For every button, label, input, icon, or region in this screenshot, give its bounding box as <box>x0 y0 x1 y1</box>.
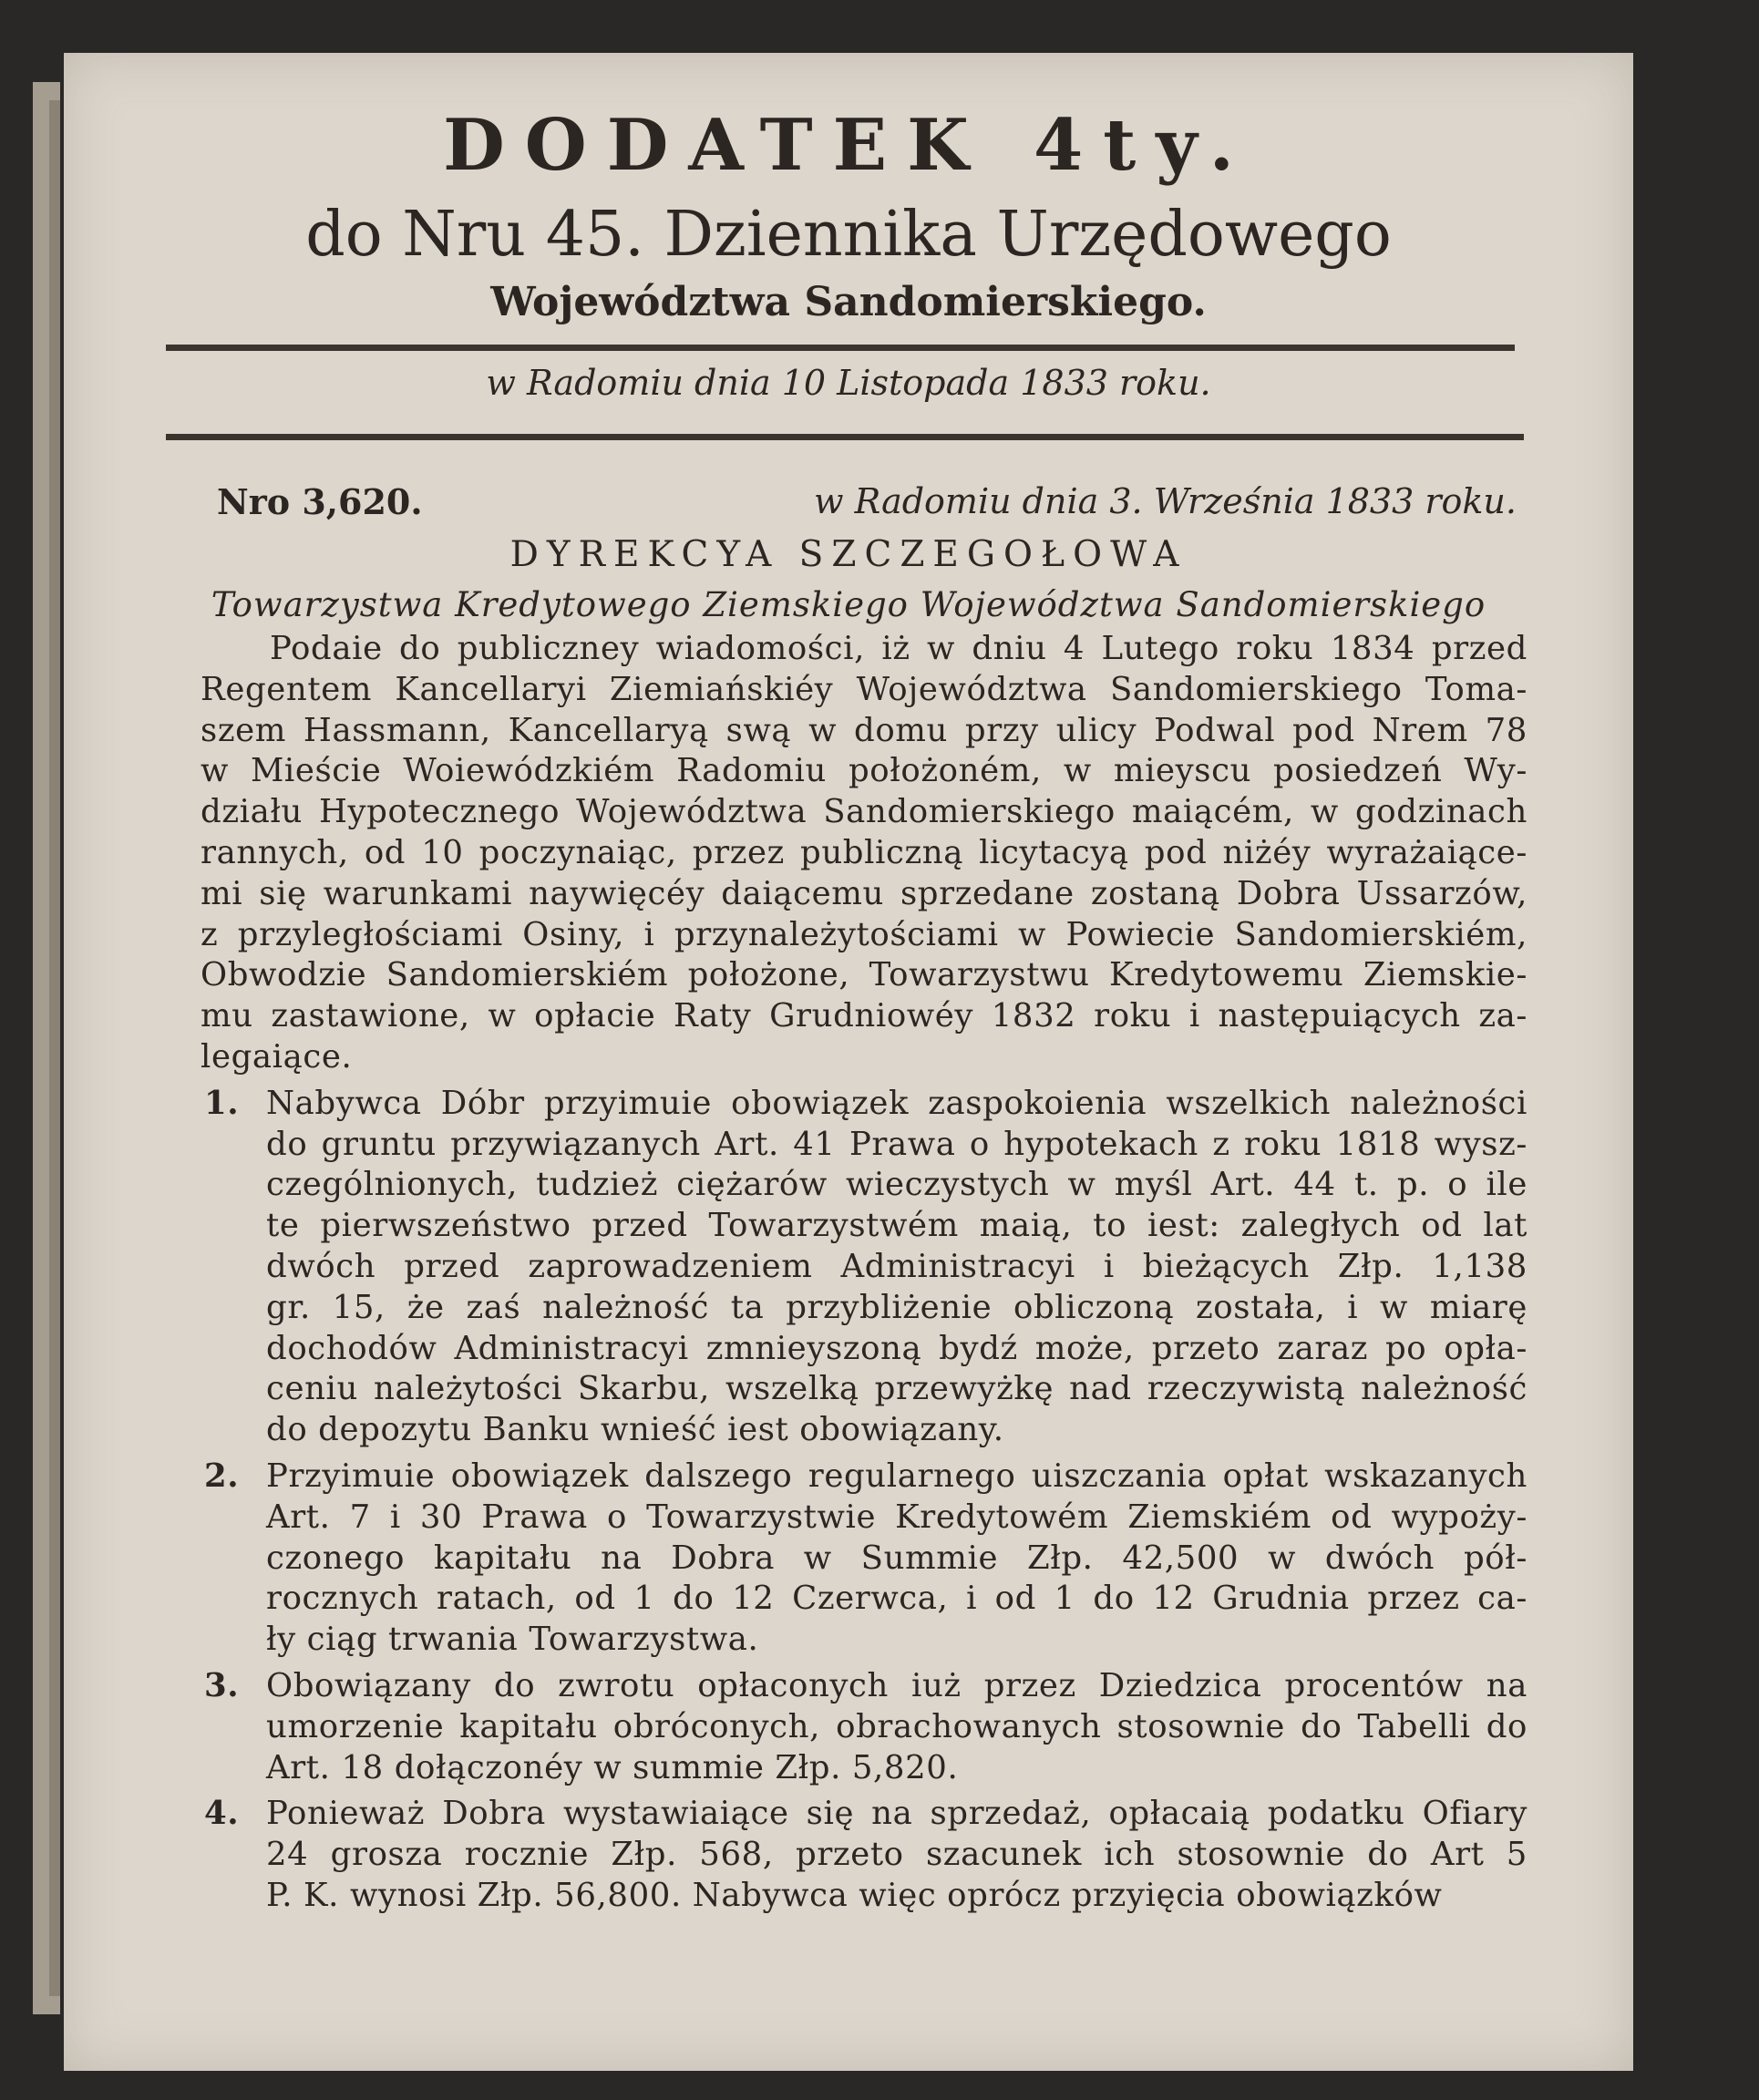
intro-line: mi się warunkami naywięcéy daiącemu sprzedane zostaną Dobra Ussarzów, <box>201 874 1528 912</box>
condition-line: P. K. wynosi Złp. 56,800. Nabywca więc oprócz przyięcia obowiązków <box>266 1876 1443 1914</box>
condition-line: ły ciąg trwania Towarzystwa. <box>266 1621 759 1659</box>
notice-number: Nro 3,620. <box>217 481 423 522</box>
condition-line: Obowiązany do zwrotu opłaconych iuż przez Dziedzica procentów na <box>266 1666 1528 1704</box>
book-binding-shadow <box>49 100 60 1996</box>
condition-number: 2. <box>204 1457 240 1495</box>
condition-line: gr. 15, że zaś należność ta przybliżenie obliczoną została, i w miarę <box>266 1288 1528 1326</box>
condition-line: czególnionych, tudzież ciężarów wieczystych w myśl Art. 44 t. p. o ile <box>266 1166 1528 1204</box>
condition-line: Art. 7 i 30 Prawa o Towarzystwie Kredytowém Ziemskiém od wypoży- <box>266 1498 1528 1536</box>
intro-line: działu Hypotecznego Województwa Sandomierskiego maiącém, w godzinach <box>201 793 1528 831</box>
notice-date: w Radomiu dnia 3. Września 1833 roku. <box>813 481 1517 521</box>
condition-line: te pierwszeństwo przed Towarzystwém maią, to iest: zaległych od lat <box>266 1207 1528 1245</box>
masthead-subtitle: do Nru 45. Dziennika Urzędowego <box>305 199 1392 271</box>
condition-line: Ponieważ Dobra wystawiaiące się na sprzedaż, opłacaią podatku Ofiary <box>266 1795 1528 1833</box>
masthead-title: DODATEK 4ty. <box>443 104 1254 187</box>
notice-header-line <box>217 481 1517 527</box>
issue-dateline: w Radomiu dnia 10 Listopada 1833 roku. <box>486 363 1211 403</box>
condition-item <box>201 1457 1528 1661</box>
condition-line: do depozytu Banku wnieść iest obowiązany. <box>266 1411 1004 1449</box>
intro-line: Regentem Kancellaryi Ziemiańskiéy Województwa Sandomierskiego Toma- <box>201 670 1528 708</box>
conditions-list <box>201 1084 1528 1917</box>
condition-line: Nabywca Dóbr przyimuie obowiązek zaspokoienia wszelkich należności <box>266 1084 1528 1122</box>
notice-body <box>201 629 1528 1917</box>
intro-line: rannych, od 10 poczynaiąc, przez publiczną licytacyą pod niżéy wyrażaiące- <box>201 833 1528 871</box>
condition-line: umorzenie kapitału obróconych, obrachowanych stosownie do Tabelli do <box>266 1707 1528 1745</box>
condition-line: ceniu należytości Skarbu, wszelką przewyżkę nad rzeczywistą należność <box>266 1370 1528 1408</box>
bottom-rule <box>166 434 1524 440</box>
condition-number: 4. <box>204 1795 240 1833</box>
condition-line: Przyimuie obowiązek dalszego regularnego uiszczania opłat wskazanych <box>266 1457 1528 1495</box>
condition-line: dochodów Administracyi zmnieyszoną bydź może, przeto zaraz po opła- <box>266 1329 1528 1367</box>
condition-number: 1. <box>204 1084 240 1122</box>
intro-paragraph <box>201 629 1528 1078</box>
condition-line: Art. 18 dołączonéy w summie Złp. 5,820. <box>266 1748 959 1786</box>
condition-line: 24 grosza rocznie Złp. 568, przeto szacunek ich stosownie do Art 5 <box>266 1836 1528 1874</box>
document-page <box>64 53 1633 2071</box>
intro-line: Obwodzie Sandomierskiém położone, Towarzystwu Kredytowemu Ziemskie- <box>201 956 1528 994</box>
intro-line: w Mieście Woiewódzkiém Radomiu położoném, w mieyscu posiedzeń Wy- <box>201 752 1528 790</box>
condition-line: czonego kapitału na Dobra w Summie Złp. 42,500 w dwóch pół- <box>266 1539 1528 1577</box>
condition-item <box>201 1666 1528 1788</box>
condition-line: rocznych ratach, od 1 do 12 Czerwca, i od 1 do 12 Grudnia przez ca- <box>266 1580 1528 1618</box>
intro-line: Podaie do publiczney wiadomości, iż w dniu 4 Lutego roku 1834 przed <box>270 630 1528 667</box>
intro-line: z przyległościami Osiny, i przynależytościami w Powiecie Sandomierskiém, <box>201 915 1528 953</box>
condition-line: do gruntu przywiązanych Art. 41 Prawa o hypotekach z roku 1818 wysz- <box>266 1125 1528 1163</box>
condition-item <box>201 1794 1528 1916</box>
condition-item <box>201 1084 1528 1451</box>
condition-line: dwóch przed zaprowadzeniem Administracyi i bieżących Złp. 1,138 <box>266 1247 1528 1285</box>
condition-number: 3. <box>204 1666 240 1704</box>
notice-heading: DYREKCYA SZCZEGOŁOWA <box>509 534 1188 575</box>
intro-line: mu zastawione, w opłacie Raty Grudniowéy 1832 roku i następuiących za- <box>201 997 1528 1035</box>
notice-subheading: Towarzystwa Kredytowego Ziemskiego Województwa Sandomierskiego <box>211 585 1486 624</box>
top-rule <box>166 345 1515 351</box>
masthead-region: Województwa Sandomierskiego. <box>490 279 1207 325</box>
intro-line: szem Hassmann, Kancellaryą swą w domu przy ulicy Podwal pod Nrem 78 <box>201 711 1528 749</box>
intro-line: legaiące. <box>201 1037 353 1076</box>
